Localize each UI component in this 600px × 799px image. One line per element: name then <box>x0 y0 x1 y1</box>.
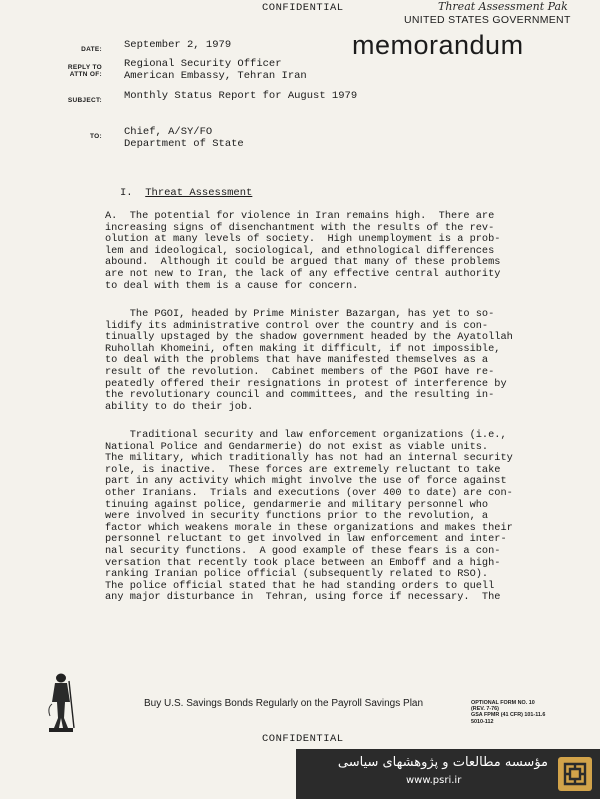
section-number: I. <box>120 187 133 199</box>
section-title: Threat Assessment <box>145 187 253 199</box>
optional-form-info: OPTIONAL FORM NO. 10 (REV. 7-76) GSA FPMR (41 CFR) 101-11.6 5010-112 <box>471 700 546 725</box>
institute-url: www.psri.ir <box>406 775 462 786</box>
classification-bottom: CONFIDENTIAL <box>262 733 344 745</box>
date-value: September 2, 1979 <box>124 39 232 51</box>
classification-top: CONFIDENTIAL <box>262 2 344 14</box>
minuteman-emblem <box>44 672 78 739</box>
subject-label: SUBJECT: <box>67 97 102 104</box>
reply-to-line-2: American Embassy, Tehran Iran <box>124 70 307 82</box>
section-heading <box>120 187 252 199</box>
institute-watermark <box>296 749 600 799</box>
savings-bonds-line: Buy U.S. Savings Bonds Regularly on the Payroll Savings Plan <box>144 698 424 709</box>
form-title: memorandum <box>352 30 524 60</box>
to-label: TO: <box>90 133 102 140</box>
paragraph-security: Traditional security and law enforcement organizations (i.e., National Police and Gendarmerie) do not exist as viable units. The military, which traditionally has not had an internal security role, is inactive. These forces are extremely reluctant to take part in any activity which might involve the use of force against other Iranians. Trials and executions (over 400 to date) are con- tinuing against police, gendarmerie and military personnel who were involved in security functions prior to the revolution, a factor which weakens morale in these organizations and makes their personnel reluctant to get involved in law enforcement and inter- nal security functions. A good example of these fears is a con- versation that recently took place between an Emboff and a high- ranking Iranian police official (subsequently related to RSO). The police official stated that he had standing orders to quell any major disturbance in Tehran, using force if necessary. The <box>105 429 513 604</box>
institute-logo-icon <box>558 757 592 791</box>
to-line-1: Chief, A/SY/FO <box>124 126 213 138</box>
reply-to-label: REPLY TO ATTN OF: <box>67 64 102 78</box>
handwritten-note: Threat Assessment Pak <box>438 0 568 13</box>
to-line-2: Department of State <box>124 138 244 150</box>
paragraph-a: A. The potential for violence in Iran remains high. There are increasing signs of disenchantment with the results of the rev- olution at many levels of society. High unemployment is a prob- lem and ideological, sociological, and ethnological differences abound. Although it could be argued that many of these problems are not new to Iran, the lack of any effective central authority to deal with them is a cause for concern. <box>105 210 501 292</box>
subject-value: Monthly Status Report for August 1979 <box>124 90 358 102</box>
date-label: DATE: <box>81 46 102 53</box>
reply-to-line-1: Regional Security Officer <box>124 58 282 70</box>
agency-name: UNITED STATES GOVERNMENT <box>404 14 571 26</box>
institute-name: مؤسسه مطالعات و پژوهشهای سیاسی <box>337 755 548 770</box>
paragraph-pgoi: The PGOI, headed by Prime Minister Bazargan, has yet to so- lidify its administrative control over the country and is con- tinually upstaged by the shadow government headed by the Ayatollah Ruhollah Khomeini, often making it difficult, if not impossible, to deal with the problems that have manifested themselves as a result of the revolution. Cabinet members of the PGOI have re- peatedly offered their resignations in protest of interference by the revolutionary council and committees, and the resulting in- ability to do their job. <box>105 308 513 413</box>
